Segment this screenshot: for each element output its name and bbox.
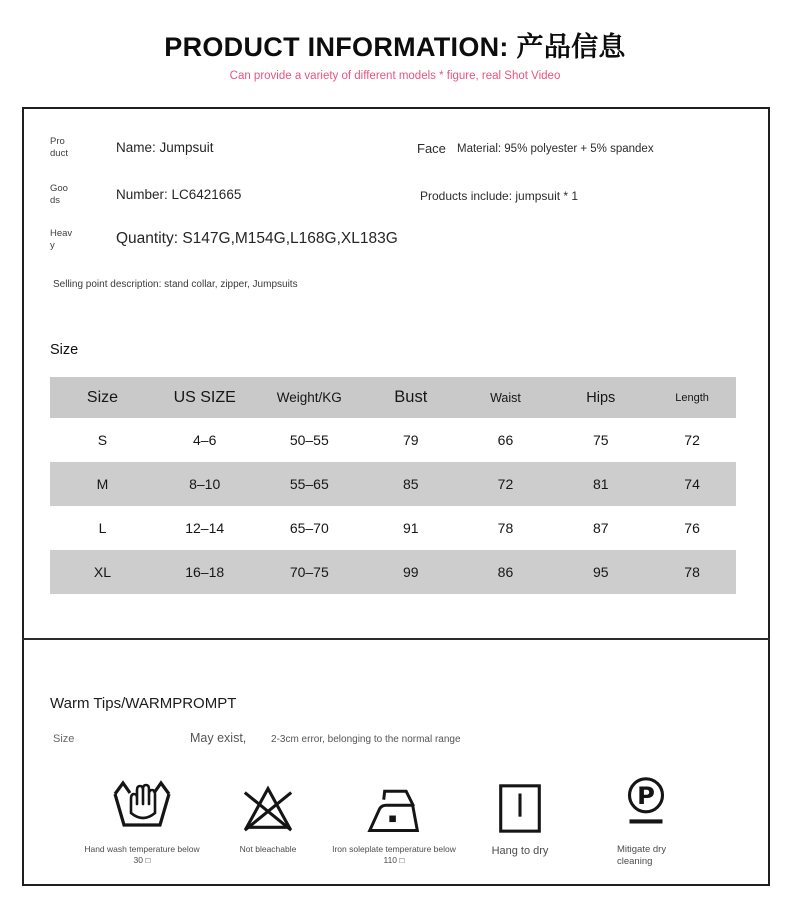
- table-cell: 81: [593, 476, 609, 492]
- column-header: Bust: [394, 388, 428, 406]
- table-cell: 75: [593, 432, 609, 448]
- column-header: Size: [86, 388, 119, 406]
- material-value: Material: 95% polyester + 5% spandex: [457, 143, 654, 155]
- heavy-label: Heav y: [50, 228, 73, 252]
- size-table: [50, 377, 736, 594]
- size-section-heading: Size: [50, 342, 79, 358]
- care-item-do-not-bleach: [205, 767, 331, 869]
- table-cell: 74: [684, 476, 700, 492]
- goods-label: Goo ds: [50, 183, 68, 207]
- iron-low-temp-icon: [364, 781, 424, 837]
- size-table-header-row: [50, 377, 736, 418]
- table-cell: 78: [684, 564, 700, 580]
- section-divider: [22, 638, 770, 640]
- warm-note-main: May exist,: [190, 731, 247, 745]
- care-label: Hand wash temperature below 30 □: [84, 844, 200, 866]
- table-cell: 12–14: [185, 520, 225, 536]
- column-header: Waist: [490, 390, 521, 405]
- table-cell: M: [96, 476, 109, 492]
- warm-tips-heading: Warm Tips/WARMPROMPT: [50, 695, 237, 712]
- do-not-bleach-icon: [237, 779, 299, 837]
- care-label: Iron soleplate temperature below 110 □: [332, 844, 456, 866]
- table-cell: 16–18: [185, 564, 225, 580]
- table-cell: 50–55: [289, 432, 329, 448]
- table-cell: 87: [593, 520, 609, 536]
- products-include-value: Products include: jumpsuit * 1: [420, 189, 579, 203]
- product-name-value: Name: Jumpsuit: [116, 140, 214, 155]
- table-cell: 78: [497, 520, 514, 536]
- table-cell: 4–6: [193, 432, 217, 448]
- table-row: [50, 506, 736, 550]
- care-item-iron-low: [331, 767, 457, 869]
- table-cell: 72: [497, 476, 514, 492]
- svg-text:P: P: [637, 781, 655, 810]
- selling-point-text: Selling point description: stand collar, zipper, Jumpsuits: [53, 279, 298, 290]
- reduced-dry-clean-icon: [618, 771, 674, 837]
- table-row: [50, 418, 736, 462]
- care-label: Not bleachable: [239, 844, 297, 854]
- table-cell: 66: [497, 432, 514, 448]
- table-cell: 65–70: [289, 520, 329, 536]
- product-label: Pro duct: [50, 136, 68, 160]
- table-cell: 8–10: [189, 476, 221, 492]
- column-header: Hips: [586, 389, 616, 406]
- column-header: Length: [675, 391, 709, 404]
- table-cell: 99: [403, 564, 419, 580]
- page-subtitle: Can provide a variety of different models * figure, real Shot Video: [229, 70, 561, 82]
- table-cell: 85: [403, 476, 419, 492]
- table-cell: 70–75: [289, 564, 329, 580]
- column-header: Weight/KG: [276, 390, 342, 405]
- care-label: Mitigate dry cleaning: [617, 844, 667, 868]
- table-cell: 55–65: [289, 476, 329, 492]
- table-row: [50, 462, 736, 506]
- page-title: PRODUCT INFORMATION: 产品信息: [164, 32, 626, 62]
- care-item-hand-wash: [79, 767, 205, 869]
- care-item-dry-clean: [583, 767, 709, 869]
- table-cell: S: [97, 432, 108, 448]
- table-cell: XL: [93, 564, 112, 580]
- table-cell: 76: [684, 520, 700, 536]
- face-label: Face: [417, 141, 446, 156]
- hand-wash-icon: [110, 773, 174, 837]
- care-item-hang-dry: [457, 767, 583, 869]
- warm-size-label: Size: [53, 733, 75, 745]
- table-cell: 79: [403, 432, 419, 448]
- table-cell: 91: [403, 520, 419, 536]
- table-cell: 86: [497, 564, 514, 580]
- product-panel: [22, 107, 770, 886]
- care-icons-row: [79, 767, 709, 869]
- quantity-value: Quantity: S147G,M154G,L168G,XL183G: [116, 230, 398, 247]
- column-header: US SIZE: [173, 388, 236, 406]
- goods-number-value: Number: LC6421665: [116, 187, 242, 202]
- care-label: Hang to dry: [491, 845, 549, 857]
- table-cell: 95: [593, 564, 609, 580]
- table-cell: L: [98, 520, 107, 536]
- hang-to-dry-icon: [493, 779, 547, 837]
- table-cell: 72: [684, 432, 700, 448]
- table-row: [50, 550, 736, 594]
- warm-note-detail: 2-3cm error, belonging to the normal range: [271, 734, 461, 745]
